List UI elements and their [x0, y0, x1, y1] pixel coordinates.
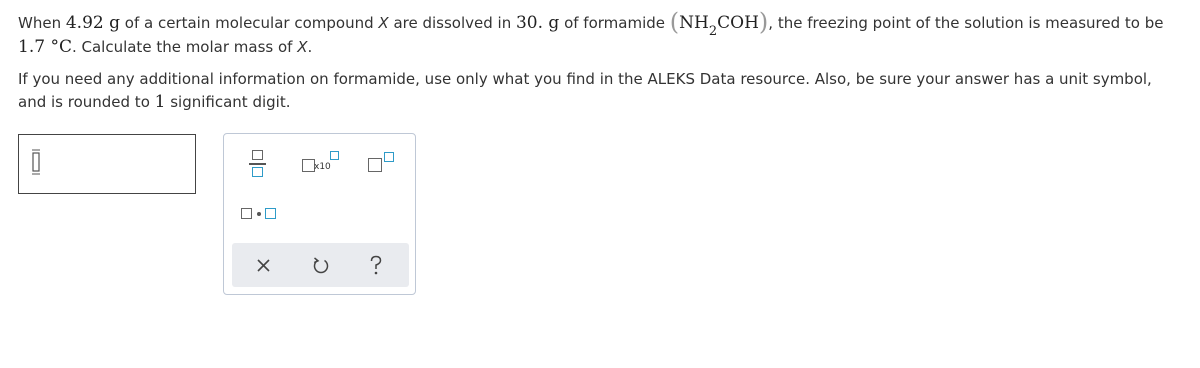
answer-input[interactable]	[18, 134, 196, 194]
compound-mass: 4.92	[65, 13, 104, 33]
freezing-point-value: 1.7 °C	[18, 37, 72, 57]
formula: $NH_2COH$	[679, 13, 759, 39]
solvent-mass: 30.	[515, 13, 544, 33]
instructions-line-2: and is rounded to 1 significant digit.	[18, 92, 291, 112]
undo-icon[interactable]	[310, 254, 332, 276]
superscript-icon[interactable]	[366, 150, 396, 178]
clear-icon[interactable]	[253, 254, 275, 276]
cursor-placeholder-icon	[30, 149, 42, 175]
sig-digit-count: 1	[154, 92, 166, 112]
instructions-line-1: If you need any additional information on formamide, use only what you find in the ALEKS Data resource. Also, be sure your answer has a unit symbol,	[18, 70, 1152, 88]
variable-x: X	[378, 14, 389, 32]
question-line-2: 1.7 °C. Calculate the molar mass of X.	[18, 37, 313, 57]
times-ten-power-icon[interactable]: x10	[298, 150, 340, 178]
math-palette	[223, 133, 416, 295]
help-icon[interactable]	[365, 254, 387, 276]
fraction-icon[interactable]	[248, 150, 268, 178]
multiplication-dot-icon[interactable]	[240, 206, 278, 222]
palette-action-bar	[232, 243, 409, 287]
question-line-1: When 4.92 g of a certain molecular compound X are dissolved in 30. g of formamide $(NH_2COH)$, the freezing point of the solution is measured to be	[18, 8, 1164, 39]
